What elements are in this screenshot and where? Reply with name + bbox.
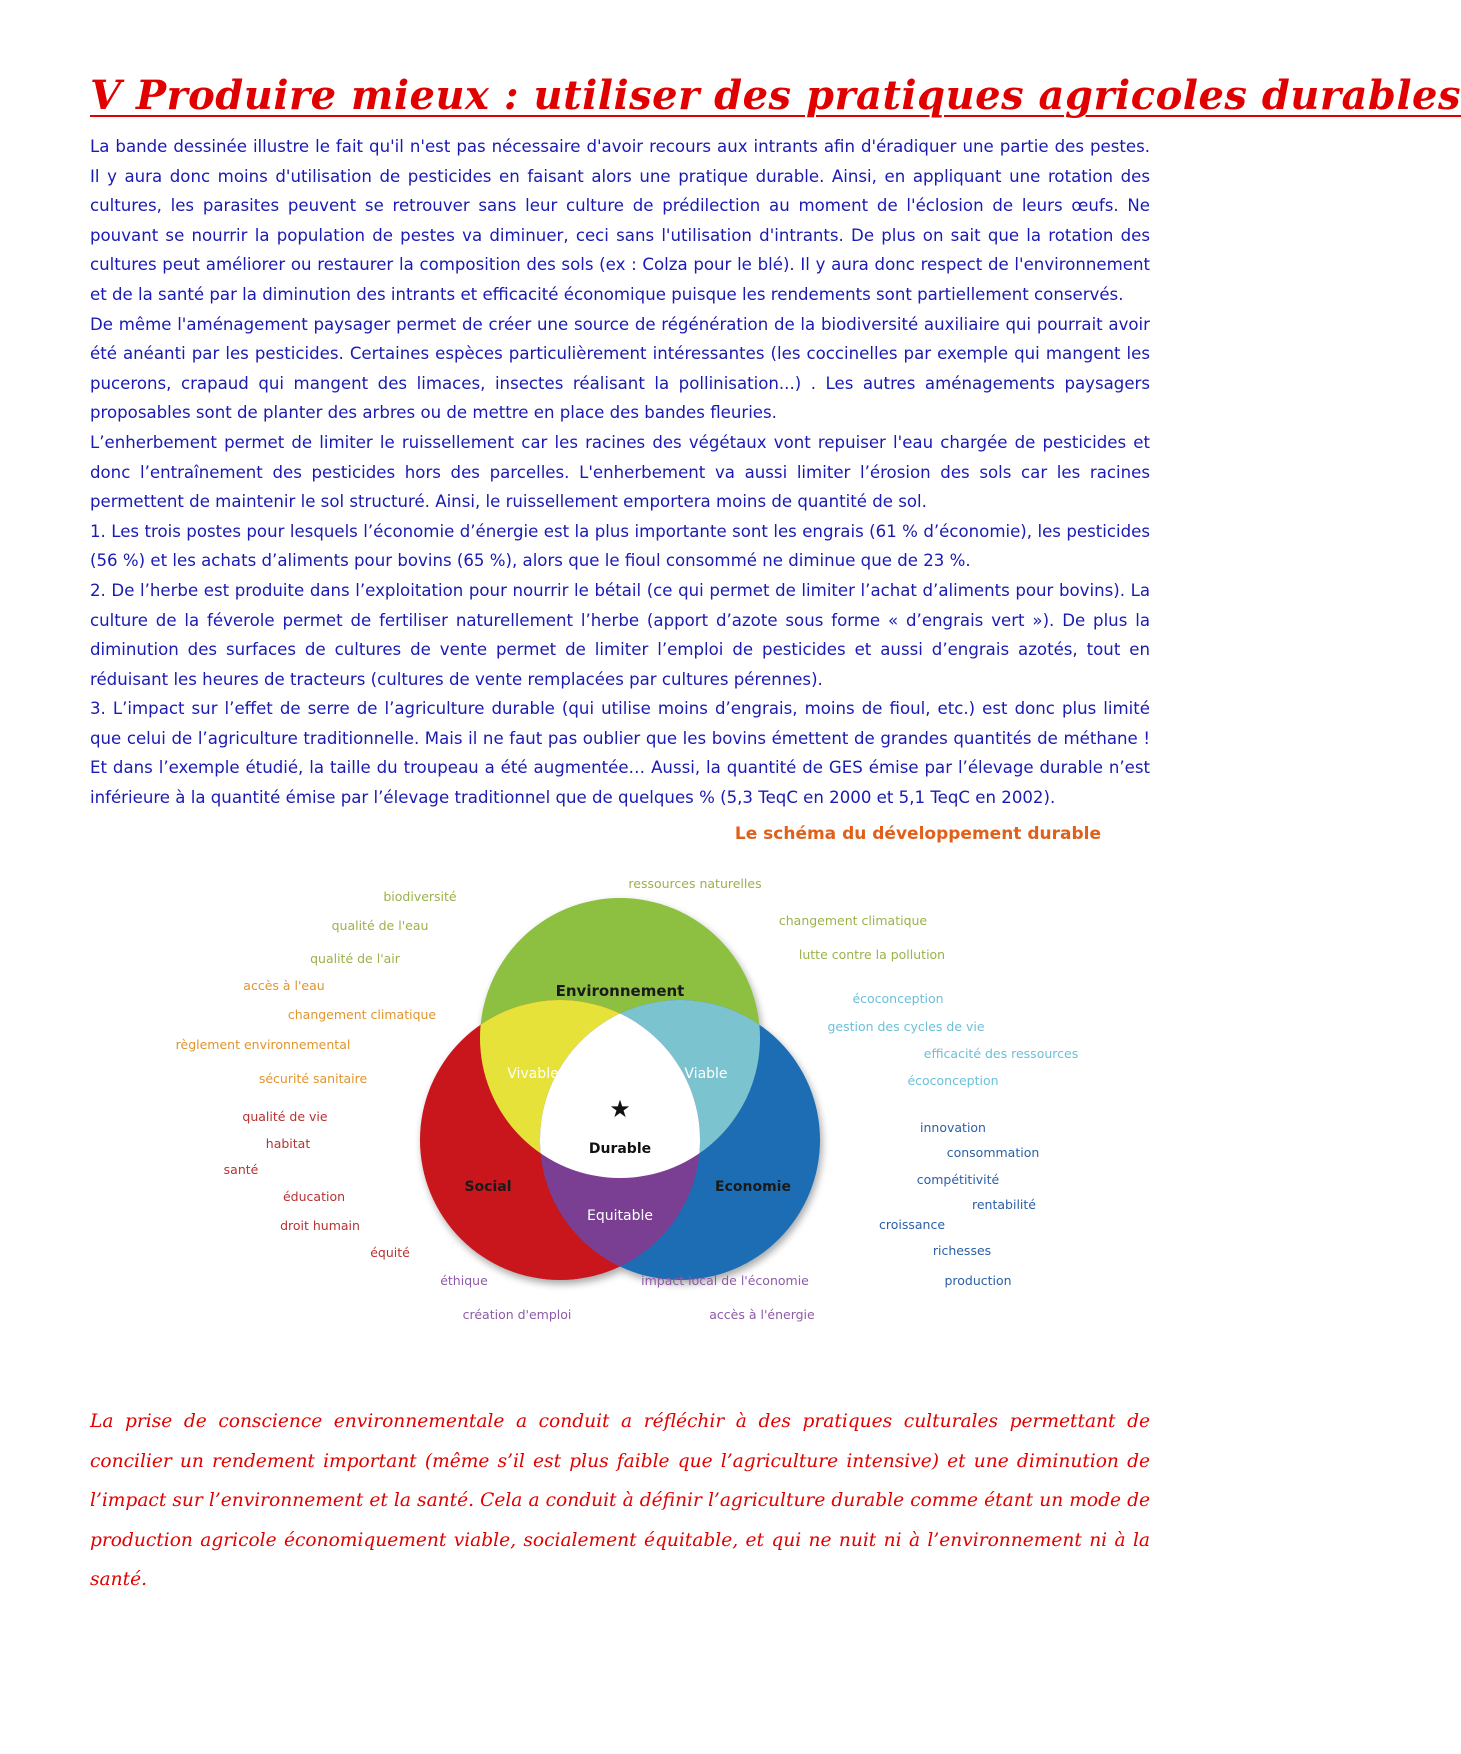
keyword-label: changement climatique bbox=[287, 1007, 437, 1022]
paragraph: 1. Les trois postes pour lesquels l’économie d’énergie est la plus importante sont les engrais (61 % d’économie), les pesticides (56 %) et les achats d’aliments pour bovins (65 %), alors que le fioul consommé ne diminue que de 23 %. bbox=[90, 521, 1150, 571]
keyword-label: impact local de l'économie bbox=[641, 1273, 809, 1288]
keyword-label: consommation bbox=[946, 1145, 1040, 1160]
keyword-label: innovation bbox=[920, 1120, 986, 1135]
keyword-label: équité bbox=[370, 1245, 410, 1260]
durable-label: Durable bbox=[588, 1141, 652, 1157]
keyword-label: écoconception bbox=[852, 991, 944, 1006]
keyword-label: règlement environnemental bbox=[175, 1037, 351, 1052]
body-text bbox=[90, 132, 1150, 813]
paragraph: 2. De l’herbe est produite dans l’exploitation pour nourrir le bétail (ce qui permet de limiter l’achat d’aliments pour bovins). La culture de la féverole permet de fertiliser naturellement l’herbe (apport d’azote sous forme « d’engrais vert »). De plus la diminution des surfaces de cultures de vente permet de limiter l’emploi de pesticides et aussi d’engrais azotés, tout en réduisant les heures de tracteurs (cultures de vente remplacées par cultures pérennes). bbox=[90, 580, 1150, 689]
keyword-label: lutte contre la pollution bbox=[798, 947, 946, 962]
keyword-label: rentabilité bbox=[972, 1197, 1036, 1212]
keyword-label: accès à l'eau bbox=[243, 978, 325, 993]
keyword-label: qualité de l'air bbox=[310, 951, 400, 966]
viable-label: Viable bbox=[684, 1066, 728, 1082]
venn-diagram bbox=[0, 810, 1240, 1390]
keyword-label: efficacité des ressources bbox=[923, 1046, 1079, 1061]
keyword-label: ressources naturelles bbox=[628, 876, 762, 891]
keyword-label: changement climatique bbox=[778, 913, 928, 928]
keyword-label: santé bbox=[223, 1162, 259, 1177]
environnement-label: Environnement bbox=[555, 982, 685, 1000]
paragraph: De même l'aménagement paysager permet de créer une source de régénération de la biodiversité auxiliaire qui pourrait avoir été anéanti par les pesticides. Certaines espèces particulièrement intéressantes (les coccinelles par exemple qui mangent les pucerons, crapaud qui mangent des limaces, insectes réalisant la pollinisation...) . Les autres aménagements paysagers proposables sont de planter des arbres ou de mettre en place des bandes fleuries. bbox=[90, 314, 1150, 423]
keyword-label: production bbox=[944, 1273, 1012, 1288]
economie-label: Economie bbox=[715, 1179, 791, 1195]
keyword-label: qualité de l'eau bbox=[331, 918, 429, 933]
keyword-label: qualité de vie bbox=[242, 1109, 328, 1124]
keyword-label: gestion des cycles de vie bbox=[827, 1019, 985, 1034]
star-icon: ★ bbox=[609, 1095, 631, 1123]
keyword-label: création d'emploi bbox=[462, 1307, 572, 1322]
conclusion-text: La prise de conscience environnementale a conduit a réfléchir à des pratiques culturales permettant de concilier un rendement important (même s’il est plus faible que l’agriculture intensive) et une diminution de l’impact sur l’environnement et la santé. Cela a conduit à définir l’agriculture durable comme étant un mode de production agricole économiquement viable, socialement équitable, et qui ne nuit ni à l’environnement ni à la santé. bbox=[90, 1411, 1150, 1590]
paragraph: La bande dessinée illustre le fait qu'il n'est pas nécessaire d'avoir recours aux intrants afin d'éradiquer une partie des pestes. Il y aura donc moins d'utilisation de pesticides en faisant alors une pratique durable. Ainsi, en appliquant une rotation des cultures, les parasites peuvent se retrouver sans leur culture de prédilection au moment de l'éclosion de leurs œufs. Ne pouvant se nourrir la population de pestes va diminuer, ceci sans l'utilisation d'intrants. De plus on sait que la rotation des cultures peut améliorer ou restaurer la composition des sols (ex : Colza pour le blé). Il y aura donc respect de l'environnement et de la santé par la diminution des intrants et efficacité économique puisque les rendements sont partiellement conservés. bbox=[90, 137, 1150, 304]
keyword-label: richesses bbox=[932, 1243, 992, 1258]
paragraph: L’enherbement permet de limiter le ruissellement car les racines des végétaux vont repuiser l'eau chargée de pesticides et donc l’entraînement des pesticides hors des parcelles. L'enherbement va aussi limiter l’érosion des sols car les racines permettent de maintenir le sol structuré. Ainsi, le ruissellement emportera moins de quantité de sol. bbox=[90, 432, 1150, 512]
paragraph: 3. L’impact sur l’effet de serre de l’agriculture durable (qui utilise moins d’engrais, moins de fioul, etc.) est donc plus limité que celui de l’agriculture traditionnelle. Mais il ne faut pas oublier que les bovins émettent de grandes quantités de méthane ! Et dans l’exemple étudié, la taille du troupeau a été augmentée… Aussi, la quantité de GES émise par l’élevage durable n’est inférieure à la quantité émise par l’élevage traditionnel que de quelques % (5,3 TeqC en 2000 et 5,1 TeqC en 2002). bbox=[90, 699, 1150, 808]
page-title: V Produire mieux : utiliser des pratiques agricoles durables bbox=[90, 72, 1461, 119]
keyword-label: éducation bbox=[282, 1189, 346, 1204]
keyword-label: biodiversité bbox=[383, 889, 457, 904]
social-label: Social bbox=[464, 1179, 512, 1195]
keyword-label: accès à l'énergie bbox=[709, 1307, 815, 1322]
keyword-label: compétitivité bbox=[916, 1172, 1000, 1187]
vivable-label: Vivable bbox=[507, 1066, 559, 1082]
sustainable-development-diagram bbox=[0, 810, 1240, 1390]
keyword-label: droit humain bbox=[280, 1218, 360, 1233]
keyword-label: croissance bbox=[878, 1217, 946, 1232]
keyword-label: éthique bbox=[440, 1273, 488, 1288]
equitable-label: Equitable bbox=[587, 1208, 653, 1224]
keyword-label: écoconception bbox=[907, 1073, 999, 1088]
keyword-label: sécurité sanitaire bbox=[258, 1071, 368, 1086]
diagram-title: Le schéma du développement durable bbox=[734, 824, 1101, 844]
keyword-label: habitat bbox=[265, 1136, 311, 1151]
